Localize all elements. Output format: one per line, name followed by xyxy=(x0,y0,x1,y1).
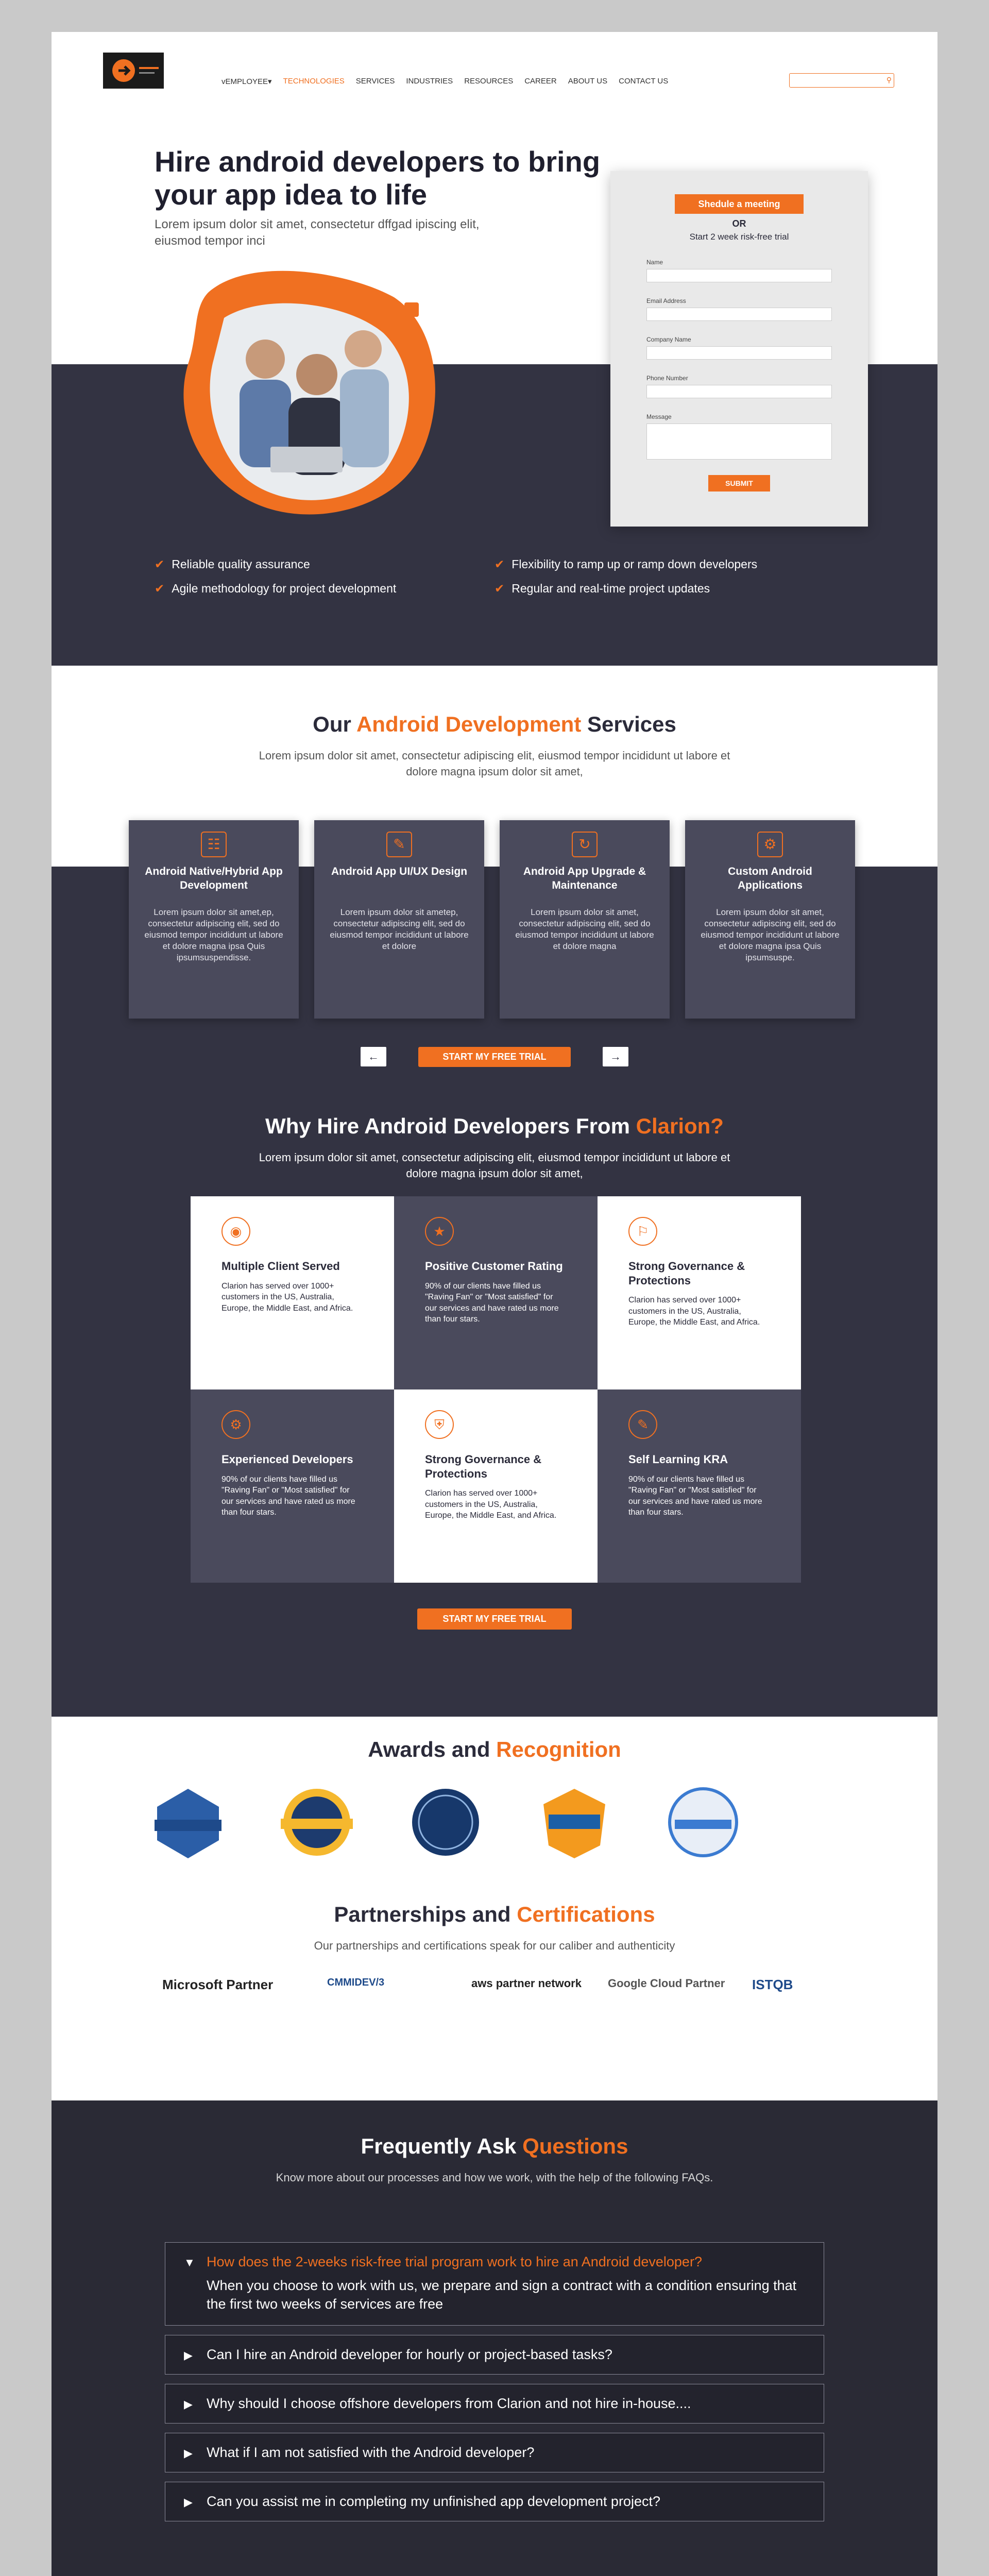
faq-answer: When you choose to work with us, we prepare and sign a contract with a condition ensuring that the first two weeks of services are free xyxy=(207,2278,797,2312)
why-cell xyxy=(394,1389,598,1583)
award-badge-3 xyxy=(407,1784,484,1861)
service-card-title: Custom Android Applications xyxy=(728,866,812,892)
why-trial-button[interactable]: START MY FREE TRIAL xyxy=(417,1608,572,1630)
caret-right-icon: ▶ xyxy=(184,2495,193,2509)
faq-description: Know more about our processes and how we work, with the help of the following FAQs. xyxy=(276,2171,713,2184)
check-icon: ✔ xyxy=(494,582,505,595)
hero-feature-list xyxy=(155,557,824,596)
nav-item-resources[interactable]: RESOURCES xyxy=(464,77,514,86)
why-cell-desc: Clarion has served over 1000+ customers in the US, Australia, Europe, the Middle East, and Africa. xyxy=(628,1296,760,1327)
check-icon: ✔ xyxy=(155,582,165,595)
service-card-title: Android App UI/UX Design xyxy=(331,866,468,877)
service-card[interactable] xyxy=(500,820,670,1019)
aws-logo: aws partner network xyxy=(471,1977,582,1990)
istqb-logo: ISTQB xyxy=(752,1977,793,1992)
faq-question[interactable]: What if I am not satisfied with the Android developer? xyxy=(207,2444,535,2460)
carousel-prev-button[interactable]: ← xyxy=(361,1047,386,1066)
services-description: Lorem ipsum dolor sit amet, consectetur adipiscing elit, eiusmod tempor incididunt ut labore et dolore magna ipsum dolor sit amet, xyxy=(259,749,730,778)
feature-item: ✔ Flexibility to ramp up or ramp down developers xyxy=(494,557,758,571)
email-field[interactable] xyxy=(646,308,832,321)
award-badge-5 xyxy=(664,1784,742,1861)
faq-item[interactable] xyxy=(165,2335,824,2375)
award-badge-4 xyxy=(536,1784,613,1861)
faq-question[interactable]: Why should I choose offshore developers from Clarion and not hire in-house.... xyxy=(207,2395,691,2411)
services-title: Our Android Development Services xyxy=(313,712,676,736)
why-description: Lorem ipsum dolor sit amet, consectetur adipiscing elit, eiusmod tempor incididunt ut labore et dolore magna ipsum dolor sit amet, xyxy=(259,1151,730,1180)
faq-question[interactable]: How does the 2-weeks risk-free trial program work to hire an Android developer? xyxy=(207,2254,702,2269)
why-cell-desc: 90% of our clients have filled us "Raving Fan" or "Most satisfied" for our services and have rated us more than four stars. xyxy=(425,1281,559,1324)
contact-form-card xyxy=(610,171,868,527)
service-card-desc: Lorem ipsum dolor sit ametep, consectetur adipiscing elit, sed do eiusmod tempor incididunt ut labore et dolore xyxy=(330,907,469,952)
why-cell-desc: Clarion has served over 1000+ customers in the US, Australia, Europe, the Middle East, and Africa. xyxy=(425,1489,557,1520)
message-label: Message xyxy=(646,413,672,420)
message-field[interactable] xyxy=(646,423,832,460)
check-icon: ✔ xyxy=(494,557,505,571)
header xyxy=(52,32,937,107)
nav-item-technologies[interactable]: TECHNOLOGIES xyxy=(283,77,345,86)
email-label: Email Address xyxy=(646,297,686,304)
name-field[interactable] xyxy=(646,269,832,282)
service-card[interactable] xyxy=(129,820,299,1019)
search-icon[interactable]: ⚲ xyxy=(886,76,892,84)
company-field[interactable] xyxy=(646,346,832,360)
services-carousel-controls xyxy=(361,1047,628,1067)
main-nav xyxy=(221,77,668,86)
check-icon: ✔ xyxy=(155,557,165,571)
partners-title: Partnerships and Certifications xyxy=(334,1902,655,1926)
why-cell-title: Experienced Developers xyxy=(221,1453,353,1466)
search-input[interactable] xyxy=(789,73,894,88)
caret-right-icon: ▶ xyxy=(184,2397,193,2411)
partners-description: Our partnerships and certifications speak for our caliber and authenticity xyxy=(314,1939,675,1952)
service-card[interactable] xyxy=(314,820,484,1019)
service-card-desc: Lorem ipsum dolor sit amet, consectetur adipiscing elit, sed do eiusmod tempor incididunt ut labore et dolore magna ipsa Quis ipsumsuspe. xyxy=(701,907,840,963)
page xyxy=(52,32,937,2576)
developer-icon: ⚙ xyxy=(221,1410,250,1439)
faq-question[interactable]: Can I hire an Android developer for hourly or project-based tasks? xyxy=(207,2346,612,2362)
why-cell-title: Multiple Client Served xyxy=(221,1260,340,1273)
why-cell xyxy=(598,1196,801,1389)
upgrade-icon: ↻ xyxy=(572,832,598,857)
phone-label: Phone Number xyxy=(646,375,688,382)
why-cell-desc: Clarion has served over 1000+ customers in the US, Australia, Europe, the Middle East, and Africa. xyxy=(221,1281,353,1313)
service-card-title: Android Native/Hybrid App Development xyxy=(145,866,283,892)
why-cell-title: Positive Customer Rating xyxy=(425,1260,563,1273)
nav-item-about-us[interactable]: ABOUT US xyxy=(568,77,608,86)
why-cell xyxy=(394,1196,598,1389)
faq-question[interactable]: Can you assist me in completing my unfinished app development project? xyxy=(207,2493,660,2509)
services-trial-button[interactable]: START MY FREE TRIAL xyxy=(418,1047,571,1067)
awards-title: Awards and Recognition xyxy=(368,1737,621,1761)
why-cell-desc: 90% of our clients have filled us "Raving Fan" or "Most satisfied" for our services and have rated us more than four stars. xyxy=(628,1475,762,1517)
schedule-meeting-button[interactable]: Shedule a meeting xyxy=(675,194,804,214)
phone-field[interactable] xyxy=(646,385,832,398)
form-trial-text: Start 2 week risk-free trial xyxy=(689,232,789,242)
app-dev-icon: ☷ xyxy=(201,832,227,857)
why-cell-title: Self Learning KRA xyxy=(628,1453,728,1466)
design-icon: ✎ xyxy=(386,832,412,857)
hero-description: Lorem ipsum dolor sit amet, consectetur dffgad ipiscing elit, eiusmod tempor inci xyxy=(155,217,480,248)
nav-item-contact-us[interactable]: CONTACT US xyxy=(619,77,669,86)
nav-item-career[interactable]: CAREER xyxy=(524,77,557,86)
feature-item: ✔ Reliable quality assurance xyxy=(155,557,310,571)
why-cell-title: Strong Governance & Protections xyxy=(425,1453,542,1480)
award-badge-1 xyxy=(149,1784,227,1861)
nav-item-services[interactable]: SERVICES xyxy=(355,77,395,86)
rating-icon: ★ xyxy=(425,1217,454,1246)
shield-icon: ⛨ xyxy=(425,1410,454,1439)
carousel-next-button[interactable]: → xyxy=(603,1047,628,1066)
faq-item[interactable] xyxy=(165,2482,824,2521)
service-card-desc: Lorem ipsum dolor sit amet,ep, consectetur adipiscing elit, sed do eiusmod tempor incididunt ut labore et dolore magna ipsa Quis ipsumsuspendisse. xyxy=(144,907,283,963)
why-cell xyxy=(191,1196,394,1389)
clients-icon: ◉ xyxy=(221,1217,250,1246)
governance-icon: ⚐ xyxy=(628,1217,657,1246)
caret-right-icon: ▶ xyxy=(184,2348,193,2362)
company-label: Company Name xyxy=(646,336,691,343)
faq-item[interactable] xyxy=(165,2242,824,2326)
feature-item: ✔ Regular and real-time project updates xyxy=(494,582,710,595)
why-cell-desc: 90% of our clients have filled us "Raving Fan" or "Most satisfied" for our services and have rated us more than four stars. xyxy=(221,1475,355,1517)
google-cloud-logo: Google Cloud Partner xyxy=(608,1977,725,1990)
hero-team-photo xyxy=(178,261,451,529)
nav-item-vemployee[interactable]: vEMPLOYEE▾ xyxy=(221,77,272,86)
faq-item[interactable] xyxy=(165,2433,824,2472)
feature-item: ✔ Agile methodology for project development xyxy=(155,582,397,595)
cmmi-logo: CMMIDEV/3 xyxy=(327,1977,385,1988)
custom-app-icon: ⚙ xyxy=(757,832,783,857)
name-label: Name xyxy=(646,259,663,266)
clarion-logo[interactable] xyxy=(103,53,164,89)
caret-down-icon: ▼ xyxy=(184,2256,195,2269)
caret-right-icon: ▶ xyxy=(184,2446,193,2460)
why-cell xyxy=(598,1389,801,1583)
faq-title: Frequently Ask Questions xyxy=(361,2134,628,2158)
hero-title: Hire android developers to bring your app idea to life xyxy=(155,145,601,211)
why-cell-title: Strong Governance & Protections xyxy=(628,1260,745,1287)
form-or-text: OR xyxy=(732,218,746,229)
learning-icon: ✎ xyxy=(628,1410,657,1439)
why-cell xyxy=(191,1389,394,1583)
why-title: Why Hire Android Developers From Clarion? xyxy=(265,1114,724,1138)
service-card-desc: Lorem ipsum dolor sit amet, consectetur adipiscing elit, sed do eiusmod tempor incididunt ut labore et dolore magna xyxy=(515,907,654,952)
award-badge-2 xyxy=(278,1784,355,1861)
submit-button[interactable]: SUBMIT xyxy=(708,475,770,492)
service-card[interactable] xyxy=(685,820,855,1019)
microsoft-partner-logo: Microsoft Partner xyxy=(162,1977,274,1992)
faq-item[interactable] xyxy=(165,2384,824,2424)
faq-list xyxy=(165,2242,824,2531)
nav-item-industries[interactable]: INDUSTRIES xyxy=(406,77,453,86)
service-card-title: Android App Upgrade & Maintenance xyxy=(523,866,646,892)
